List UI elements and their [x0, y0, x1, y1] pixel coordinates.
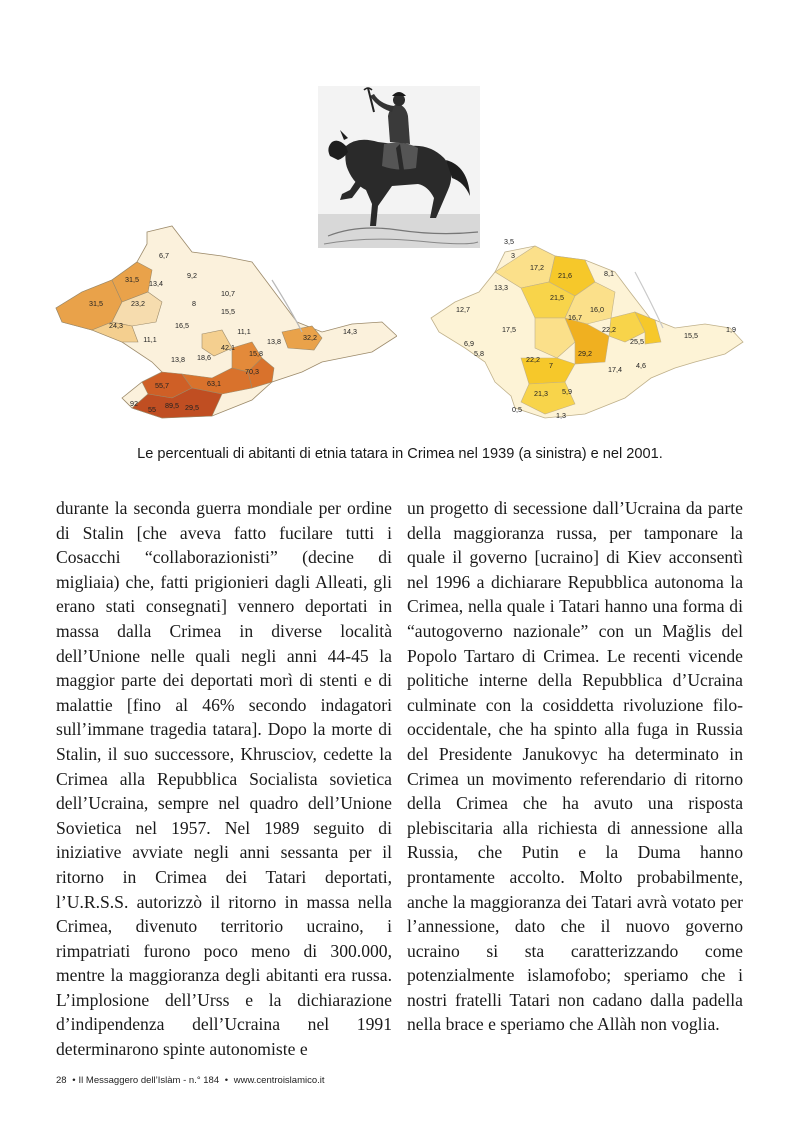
- map-label: 10,7: [221, 289, 235, 298]
- map-label: 31,5: [125, 275, 139, 284]
- map-label: 32,2: [303, 333, 317, 342]
- map-label: 17,2: [530, 263, 544, 272]
- body-paragraph: un progetto di secessione dall’Ucraina da parte della maggioranza russa, per tamponare la quale il governo [ucraino] di Kiev acconsentì nel 1996 a dichiarare Repubblica autonoma la Crimea, nella quale i Tatari hanno una forma di “autogoverno nazionale” con un Mağlis del Popolo Tartaro di Crimea. Le recenti vicende politiche interne della Repubblica d’Ucraina culminate con la cosiddetta rivoluzione filo-occidentale, che ha spinto alla fuga in Russia del Presidente Janukovyc ha determinato in Crimea un movimento referendario di ritorno della Crimea che ha avuto una risposta plebiscitaria alla richiesta di annessione alla Russia, che Putin e la Duma hanno prontamente accolto. Molto probabilmente, anche la maggioranza dei Tatari avrà votato per l’annessione, dato che il nuovo governo ucraino si sta caratterizzando come potenzialmente islamofobo; speriamo che i nostri fratelli Tatari non cadano dalla padella nella brace e speriamo che Allàh non voglia.: [407, 498, 743, 1035]
- map-label: 21,3: [534, 389, 548, 398]
- map-label: 70,3: [245, 367, 259, 376]
- map-label: 6,9: [464, 339, 474, 348]
- map-label: 13,3: [494, 283, 508, 292]
- map-label: 11,1: [143, 335, 157, 344]
- map-label: 16,7: [568, 313, 582, 322]
- map-label: 23,2: [131, 299, 145, 308]
- map-label: 9,2: [187, 271, 197, 280]
- map-label: 3: [511, 251, 515, 260]
- map-label: 6,7: [159, 251, 169, 260]
- map-label: 12,7: [456, 305, 470, 314]
- map-label: 0,5: [512, 405, 522, 414]
- map-label: 13,8: [267, 337, 281, 346]
- map-label: 5,8: [474, 349, 484, 358]
- text-column-left: [56, 496, 392, 1062]
- page-number: 28: [56, 1075, 67, 1086]
- map-label: 8: [192, 299, 196, 308]
- map-label: 55,7: [155, 381, 169, 390]
- map-label: 89,5: [165, 401, 179, 410]
- map-label: 7: [549, 361, 553, 370]
- map-label: 13,8: [171, 355, 185, 364]
- map-label: 21,6: [558, 271, 572, 280]
- map-label: 63,1: [207, 379, 221, 388]
- map-label: 21,5: [550, 293, 564, 302]
- map-label: 14,3: [343, 327, 357, 336]
- website-link[interactable]: www.centroislamico.it: [233, 1075, 325, 1086]
- map-label: 15,5: [221, 307, 235, 316]
- map-label: 16,5: [175, 321, 189, 330]
- map-label: 11,1: [237, 327, 251, 336]
- map-label: 3,5: [504, 237, 514, 246]
- map-label: 29,5: [185, 403, 199, 412]
- map-label: 55: [148, 405, 156, 414]
- map-label: 13,4: [149, 279, 163, 288]
- map-label: 18,6: [197, 353, 211, 362]
- map-label: 16,0: [590, 305, 604, 314]
- map-label: 25,5: [630, 337, 644, 346]
- map-label: 4,6: [636, 361, 646, 370]
- map-label: 1,9: [726, 325, 736, 334]
- magazine-name: Il Messaggero dell’Islàm - n.° 184: [78, 1075, 220, 1086]
- footer-bullet: •: [72, 1075, 76, 1086]
- map-label: 17,4: [608, 365, 622, 374]
- map-label: 1,3: [556, 411, 566, 420]
- page-footer: [56, 1075, 328, 1086]
- footer-bullet: •: [224, 1075, 229, 1086]
- map-label: 42,1: [221, 343, 235, 352]
- map-label: 22,2: [526, 355, 540, 364]
- map-label: 17,5: [502, 325, 516, 334]
- crimea-map-2001: [425, 232, 750, 422]
- map-label: 92: [130, 399, 138, 408]
- map-label: 22,2: [602, 325, 616, 334]
- body-paragraph: durante la seconda guerra mondiale per ordine di Stalin [che aveva fatto fucilare tutti i Cosacchi “collaborazionisti” (decine di migliaia) che, fatti prigionieri dagli Alleati, gli erano stati consegnati] vennero deportati in massa dalla Crimea in diverse località dell’Unione nelle quali negli anni 44-45 la maggior parte dei deportati morì di stenti e di malattie [fino al 46% secondo indagatori sull’immane tragedia tatara]. Dopo la morte di Stalin, il suo successore, Khrusciov, cedette la Crimea alla Repubblica Socialista sovietica dell’Ucraina, sempre nel quadro dell’Unione Sovietica nel 1957. Nel 1989 seguito di iniziative avviate negli anni sessanta per il ritorno in Crimea dei Tatari deportati, l’U.R.S.S. autorizzò il ritorno in massa nella Crimea, divenuto territorio ucraino, i rimpatriati furono poco meno di 300.000, mentre la maggioranza degli abitanti era russa. L’implosione dell’Urss e la dichiarazione d’indipendenza dell’Ucraina nel 1991 determinarono spinte autonomiste e: [56, 498, 392, 1060]
- map-label: 24,3: [109, 321, 123, 330]
- figure-caption: Le percentuali di abitanti di etnia tatara in Crimea nel 1939 (a sinistra) e nel 2001.: [137, 446, 663, 462]
- map-label: 15,5: [684, 331, 698, 340]
- map-label: 15,8: [249, 349, 263, 358]
- map-label: 29,2: [578, 349, 592, 358]
- crimea-map-1939: [52, 222, 397, 422]
- map-label: 5,9: [562, 387, 572, 396]
- map-label: 31,5: [89, 299, 103, 308]
- text-column-right: [407, 496, 743, 1037]
- map-label: 8,1: [604, 269, 614, 278]
